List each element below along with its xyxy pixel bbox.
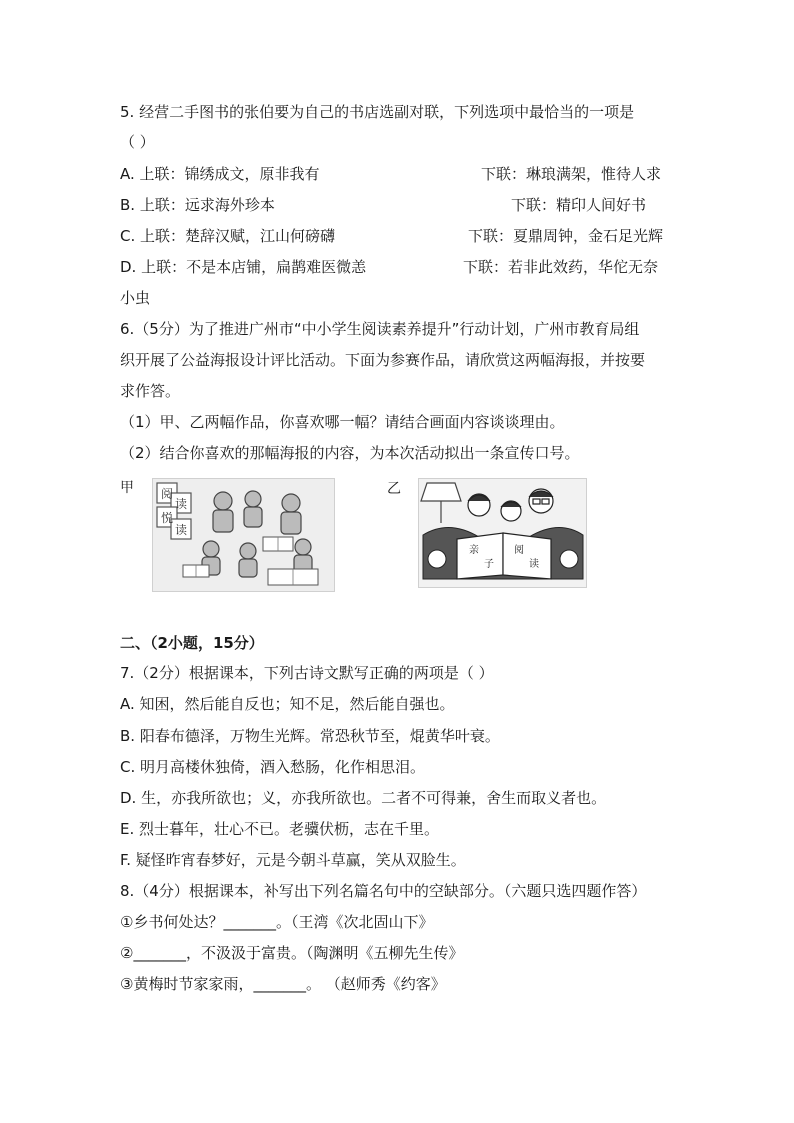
poster-jia-illustration [153,479,334,591]
poster-yi-char-2: 子 [484,559,494,570]
poster-jia-char-3: 悦 [160,511,174,525]
q8-item-1: ①乡书何处达？_______。（王湾《次北固山下》 [120,913,434,931]
q7-option-d: D. 生，亦我所欲也；义，亦我所欲也。二者不可得兼，舍生而取义者也。 [120,789,607,807]
q6-line-1: 6.（5分）为了推进广州市“中小学生阅读素养提升”行动计划，广州市教育局组 [120,320,640,338]
poster-jia-char-2: 读 [174,497,188,511]
section-2-heading: 二、（2小题，15分） [120,634,264,652]
poster-jia-label: 甲 [120,480,134,496]
q5-option-a-left: A. 上联：锦绣成文，原非我有 [120,165,320,183]
q5-stem: 5. 经营二手图书的张伯要为自己的书店选副对联，下列选项中最恰当的一项是 [120,103,635,121]
poster-jia-char-4: 读 [174,523,188,537]
q8-item-3: ③黄梅时节家家雨，_______。 （赵师秀《约客》 [120,975,446,993]
q7-option-e: E. 烈士暮年，壮心不已。老骥伏枥，志在千里。 [120,820,440,838]
q6-subquestion-1: （1）甲、乙两幅作品，你喜欢哪一幅？请结合画面内容谈谈理由。 [120,413,565,431]
q5-option-d-right: 下联：若非此效药，华佗无奈 [463,258,659,276]
poster-yi-char-3: 阅 [514,545,524,556]
q6-line-2: 织开展了公益海报设计评比活动。下面为参赛作品，请欣赏这两幅海报，并按要 [120,351,646,369]
q7-option-f: F. 疑怪昨宵春梦好，元是今朝斗草赢，笑从双脸生。 [120,851,466,869]
q5-option-b-left: B. 上联：远求海外珍本 [120,196,275,214]
q7-option-a: A. 知困，然后能自反也；知不足，然后能自强也。 [120,695,455,713]
q5-option-d-left: D. 上联：不是本店铺，扁鹊难医微恙 [120,258,367,276]
q8-item-2: ②_______，不汲汲于富贵。（陶渊明《五柳先生传》 [120,944,464,962]
q7-option-b: B. 阳春布德泽，万物生光辉。常恐秋节至，焜黄华叶衰。 [120,727,500,745]
q5-option-a-right: 下联：琳琅满架，惟待人求 [481,165,662,183]
q5-option-d-continuation: 小虫 [120,289,151,307]
q5-option-c-left: C. 上联：楚辞汉赋，江山何磅礴 [120,227,336,245]
poster-yi-char-4: 读 [529,559,539,570]
q5-option-c-right: 下联：夏鼎周钟，金石足光辉 [468,227,664,245]
q6-line-3: 求作答。 [120,382,181,400]
poster-yi-label: 乙 [387,481,401,497]
q8-stem: 8.（4分）根据课本，补写出下列名篇名句中的空缺部分。（六题只选四题作答） [120,882,647,900]
poster-jia [152,478,335,592]
poster-yi-illustration [419,479,586,587]
q5-option-b-right: 下联：精印人间好书 [511,196,647,214]
poster-jia-char-1: 阅 [160,487,174,501]
q6-subquestion-2: （2）结合你喜欢的那幅海报的内容，为本次活动拟出一条宣传口号。 [120,444,580,462]
poster-yi [418,478,587,588]
q5-answer-paren: （ ） [120,133,155,151]
q7-option-c: C. 明月高楼休独倚，酒入愁肠，化作相思泪。 [120,758,426,776]
poster-yi-char-1: 亲 [469,545,479,556]
q7-stem: 7.（2分）根据课本，下列古诗文默写正确的两项是（ ） [120,664,494,682]
